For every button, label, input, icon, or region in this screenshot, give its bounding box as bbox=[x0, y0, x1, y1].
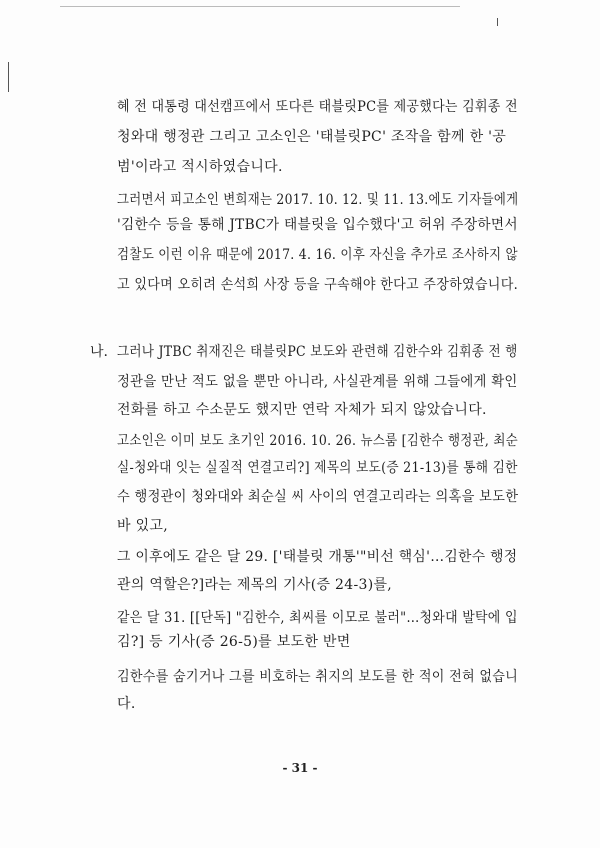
page-number: - 31 - bbox=[282, 761, 318, 775]
text-line: 정관을 만난 적도 없을 뿐만 아니라, 사실관계를 위해 그들에게 확인 bbox=[117, 374, 518, 390]
text-line: 고소인은 이미 보도 초기인 2016. 10. 26. 뉴스룸 [김한수 행정관, 최순 bbox=[117, 433, 519, 449]
scan-mark-tick bbox=[497, 18, 498, 26]
text-line: 그러나 JTBC 취재진은 태블릿PC 보도와 관련해 김한수와 김휘종 전 행 bbox=[117, 344, 518, 360]
text-line: 그러면서 피고소인 변희재는 2017. 10. 12. 및 11. 13.에도 기자들에게 bbox=[117, 192, 519, 208]
text-line: 혜 전 대통령 대선캠프에서 또다른 태블릿PC를 제공했다는 김휘종 전 bbox=[117, 99, 518, 115]
text-line: 실-청와대 잇는 실질적 연결고리?] 제목의 보도(증 21-13)를 통해 김한 bbox=[117, 460, 518, 476]
text-line: 고 있다며 오히려 손석희 사장 등을 구속해야 한다고 주장하였습니다. bbox=[117, 277, 519, 293]
text-line: '김한수 등을 통해 JTBC가 태블릿을 입수했다'고 허위 주장하면서 bbox=[117, 217, 518, 233]
text-line: 같은 달 31. [[단독] "김한수, 최씨를 이모로 불러"…청와대 발탁에 입 bbox=[117, 610, 518, 626]
text-line: 전화를 하고 수소문도 했지만 연락 자체가 되지 않았습니다. bbox=[117, 402, 487, 418]
section-marker: 나. bbox=[90, 344, 108, 360]
text-line: 김한수를 숨기거나 그를 비호하는 취지의 보도를 한 적이 전혀 없습니 bbox=[117, 669, 519, 685]
text-line: 청와대 행정관 그리고 고소인은 '태블릿PC' 조작을 함께 한 '공 bbox=[117, 129, 507, 145]
text-line: 검찰도 이런 이유 때문에 2017. 4. 16. 이후 자신을 추가로 조사하지 않 bbox=[117, 247, 518, 263]
text-line: 범'이라고 적시하였습니다. bbox=[117, 159, 283, 175]
text-line: 바 있고, bbox=[117, 518, 168, 534]
text-line: 관의 역할은?]라는 제목의 기사(증 24-3)를, bbox=[117, 577, 393, 593]
text-line: 수 행정관이 청와대와 최순실 씨 사이의 연결고리라는 의혹을 보도한 bbox=[117, 489, 519, 505]
text-line: 그 이후에도 같은 달 29. ['태블릿 개통'"비선 핵심'…김한수 행정 bbox=[117, 549, 518, 565]
scan-mark-top-line bbox=[60, 6, 460, 7]
scan-mark-top-left bbox=[8, 62, 9, 92]
text-line: 김?] 등 기사(증 26-5)를 보도한 반면 bbox=[117, 634, 351, 650]
text-line: 다. bbox=[117, 696, 136, 712]
